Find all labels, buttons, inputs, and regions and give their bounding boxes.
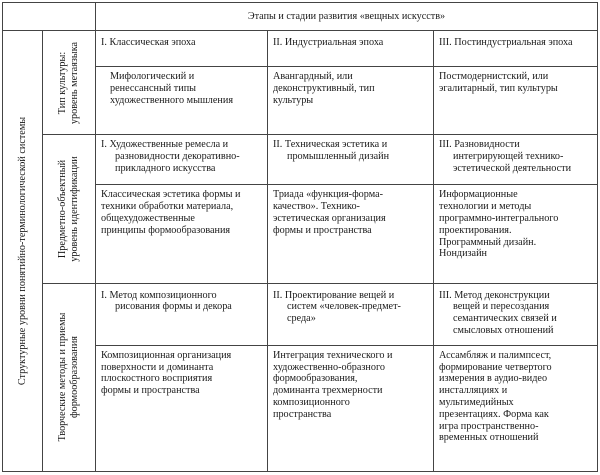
epoch-cell: I. Художественные ремесла и разновидности декоративно- прикладного искусства — [96, 135, 268, 185]
content-cell: Ассамбляж и палимпсест, формирование четвертого измерения в аудио-видео инсталляциях и мультимедийных презентациях. Форма как игра пространственно- временных отношений — [434, 345, 598, 471]
epoch-cell: III. Разновидности интегрирующей технико- эстетической деятельности — [434, 135, 598, 185]
epoch-cell: II. Техническая эстетика и промышленный дизайн — [268, 135, 434, 185]
content-cell: Авангардный, или деконструктивный, тип культуры — [268, 67, 434, 135]
epoch-cell: II. Проектирование вещей и систем «человек-предмет- среда» — [268, 283, 434, 345]
epoch-title: II. Индустриальная эпоха — [273, 37, 384, 49]
level-label-cell — [43, 31, 96, 135]
content-cell: Информационные технологии и методы программно-интегрального проектирования. Программный дизайн. Нондизайн — [434, 185, 598, 283]
content-cell: Классическая эстетика формы и техники обработки материала, общехудожественные принципы формообразования — [96, 185, 268, 283]
content-cell: Триада «функция-форма- качество». Технико- эстетическая организация формы и пространства — [268, 185, 434, 283]
level-label-cell — [43, 135, 96, 283]
epoch-title: III. Постиндустриальная эпоха — [439, 37, 573, 49]
level-label: Тип культуры: уровень метаязыка — [56, 41, 80, 124]
level-label: Предметно-объектный уровень идентификации — [56, 156, 80, 262]
epoch-cell: III. Метод деконструкции вещей и пересоздания семантических связей и смысловых отношений — [434, 283, 598, 345]
content-cell: Мифологический и ренессансный типы художественного мышления — [96, 67, 268, 135]
epoch-cell — [434, 31, 598, 67]
side-label-cell — [3, 31, 43, 472]
epoch-title: I. Классическая эпоха — [101, 37, 196, 49]
epoch-cell — [268, 31, 434, 67]
content-cell: Интеграция технического и художественно-образного формообразования, доминанта трехмерности композиционного пространства — [268, 345, 434, 471]
table-corner-cell — [3, 3, 96, 31]
side-label: Структурные уровни понятийно-терминологической системы — [16, 116, 28, 386]
level-label-cell — [43, 283, 96, 471]
epoch-cell — [96, 31, 268, 67]
content-cell: Постмодернистский, или эгалитарный, тип культуры — [434, 67, 598, 135]
content-cell: Композиционная организация поверхности и доминанта плоскостного восприятия формы и пространства — [96, 345, 268, 471]
level-label: Творческие методы и приемы формообразования — [56, 312, 80, 442]
taxonomy-table — [2, 2, 598, 472]
epoch-cell: I. Метод композиционного рисования формы и декора — [96, 283, 268, 345]
table-header: Этапы и стадии развития «вещных искусств» — [96, 3, 598, 31]
